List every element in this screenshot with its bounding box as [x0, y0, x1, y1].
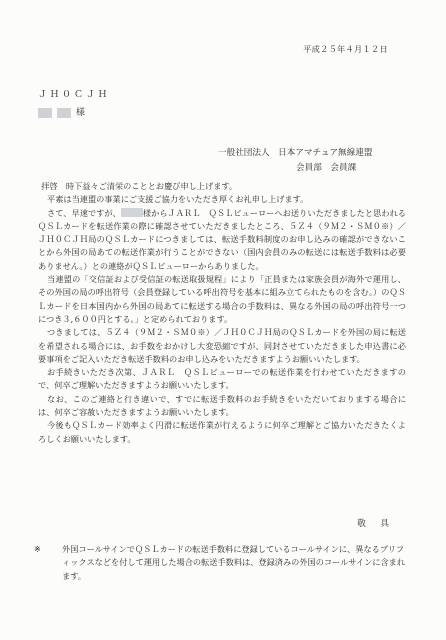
body-paragraph: お手続きいただき次第、ＪＡＲＬ ＱＳＬビューローでの転送作業を行わせていただきますので、何卒ご理解いただきますようお願いいたします。 [38, 367, 406, 391]
note-mark: ※ [34, 544, 41, 554]
redacted-name-box [38, 108, 52, 118]
letter-date: 平成２５年４月１２日 [303, 44, 388, 54]
redacted-name-box [57, 108, 71, 118]
body-paragraph: つきましては、５Ｚ４（９Ｍ２・ＳＭ０※）／ＪＨ０ＣＪＨ局のＱＳＬカードを外国の局に転送を希望される場合には、お手数をおかけし大変恐縮ですが、同封させていただきました申込書に必要事項をご記入いただき転送手数料のお申し込みをいただきますようお願いいたします。 [38, 327, 406, 364]
note-text: 外国コールサインでＱＳＬカードの転送手数料に登録しているコールサインに、異なるプリフィックスなどを付して運用した場合の転送手数料は、登録済みの外国のコールサインに含まれます。 [62, 544, 406, 581]
sender-block [218, 146, 372, 176]
body-paragraph: なお、このご連絡と行き違いで、すでに転送手数料のお手続きをいただいておりまする場合には、何卒ご容赦いただきますようお願いいたします。 [38, 393, 406, 418]
recipient-name-line [38, 106, 110, 120]
letter-body [38, 180, 406, 446]
redacted-name-box [121, 208, 143, 217]
recipient-callsign: ＪＨ０ＣＪＨ [38, 90, 111, 100]
recipient-block [38, 88, 110, 120]
footnote [34, 543, 408, 583]
closing-phrase: 敬 具 [357, 519, 392, 529]
sender-department: 会員部 会員課 [296, 163, 357, 173]
body-paragraph: 平素は当連盟の事業にご支援ご協力をいただき厚くお礼申し上げます。 [47, 194, 309, 205]
sender-organization: 一般社団法人 日本アマチュア無線連盟 [218, 148, 373, 158]
recipient-suffix: 様 [76, 108, 86, 118]
body-paragraph: 拝啓 時下益々ご清栄のこととお慶び申し上げます。 [41, 181, 238, 191]
body-paragraph: さて、早速ですが、 様からＪＡＲＬ ＱＳＬビューローへお送りいただきましたと思われるＱＳＬカードを転送作業の際に確認させていただきましたところ、５Ｚ４（９Ｍ２・ＳＭ０※）／ＪＨ０ＣＪＨ局のＱＳＬカードにつきましては、転送手数料制度のお申し込みの確認ができないことから外国の局あての転送作業が行うことができない（国内会員のみの転送には転送手数料は必要ありません。）との連絡がＱＳＬビューローからありました。 [38, 207, 406, 271]
body-paragraph: 当連盟の「交信証および受信証の転送取扱規程」により「正員または家族会員が海外で運用し、その外国の局の呼出符号（会員登録している呼出符号を基本に組み立てられたものを含む。）のＱＳＬカードを日本国内から外国の局あてに転送する場合の手数料は、異なる外国の局の呼出符号一つにつき３,６００円とする。」と定められております。 [38, 274, 406, 324]
body-paragraph: 今後もＱＳＬカード効率よく円滑に転送作業が行えるように何卒ご理解とご協力いただきたくよろしくお願いいたします。 [38, 420, 406, 444]
